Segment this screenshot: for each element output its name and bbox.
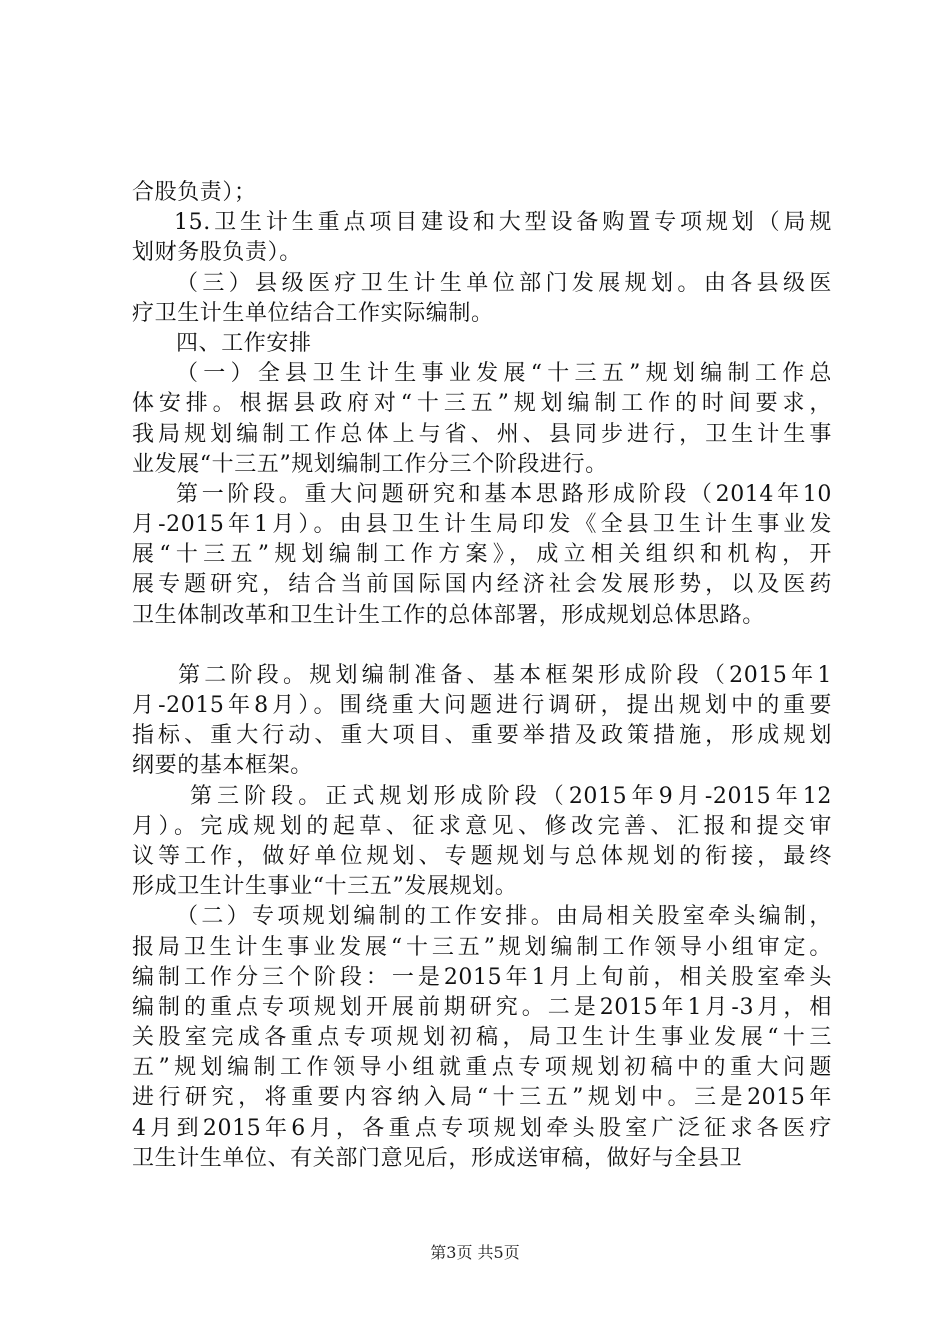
text-line: 第二阶段。规划编制准备、基本框架形成阶段（2015年1 [178, 662, 832, 688]
paragraph [132, 208, 832, 268]
text-line: 业发展“十三五”规划编制工作分三个阶段进行。 [132, 451, 608, 477]
text-line: 卫生计生单位、有关部门意见后，形成送审稿，做好与全县卫 [132, 1145, 743, 1171]
paragraph [132, 329, 832, 359]
text-line: 4月到2015年6月，各重点专项规划牵头股室广泛征求各医疗 [132, 1115, 832, 1141]
text-line: 五”规划编制工作领导小组就重点专项规划初稿中的重大问题 [132, 1055, 832, 1081]
paragraph [132, 269, 832, 329]
paragraph [132, 661, 832, 782]
text-line: 合股负责）； [132, 180, 257, 205]
paragraph [132, 902, 832, 1174]
paragraph [132, 178, 832, 208]
paragraph-gap [132, 631, 832, 661]
document-body [132, 178, 832, 1174]
paragraph [132, 480, 832, 631]
paragraph [132, 782, 832, 903]
text-line: 编制的重点专项规划开展前期研究。二是2015年1月-3月，相 [132, 994, 832, 1020]
text-line: 展专题研究，结合当前国际国内经济社会发展形势，以及医药 [132, 572, 832, 598]
paragraph [132, 359, 832, 480]
text-line: 我局规划编制工作总体上与省、州、县同步进行，卫生计生事 [132, 421, 832, 447]
text-line: 进行研究，将重要内容纳入局“十三五”规划中。三是2015年 [132, 1085, 832, 1111]
text-line: 第一阶段。重大问题研究和基本思路形成阶段（2014年10 [176, 481, 832, 507]
text-line: （二）专项规划编制的工作安排。由局相关股室牵头编制， [176, 904, 832, 930]
text-line: 关股室完成各重点专项规划初稿，局卫生计生事业发展“十三 [132, 1025, 832, 1051]
text-line: 月-2015年8月）。围绕重大问题进行调研，提出规划中的重要 [132, 693, 832, 718]
text-line: （三）县级医疗卫生计生单位部门发展规划。由各县级医 [176, 270, 832, 296]
text-line: 报局卫生计生事业发展“十三五”规划编制工作领导小组审定。 [132, 934, 832, 960]
text-line: 体安排。根据县政府对“十三五”规划编制工作的时间要求， [132, 391, 832, 417]
text-line: 展“十三五”规划编制工作方案》，成立相关组织和机构，开 [132, 542, 832, 568]
text-line: 四、工作安排 [176, 330, 312, 356]
text-line: 指标、重大行动、重大项目、重要举措及政策措施，形成规划 [132, 723, 832, 749]
text-line: 月）。完成规划的起草、征求意见、修改完善、汇报和提交审 [132, 813, 832, 839]
text-line: 月-2015年1月）。由县卫生计生局印发《全县卫生计生事业发 [132, 512, 832, 538]
text-line: 纲要的基本框架。 [132, 753, 313, 779]
text-line: 编制工作分三个阶段：一是2015年1月上旬前，相关股室牵头 [132, 964, 832, 990]
text-line: 议等工作，做好单位规划、专题规划与总体规划的衔接，最终 [132, 843, 832, 869]
page-footer: 第3页 共5页 [430, 1243, 520, 1262]
text-line: 疗卫生计生单位结合工作实际编制。 [132, 300, 494, 326]
text-line: 划财务股负责）。 [132, 240, 302, 266]
text-line: （一）全县卫生计生事业发展“十三五”规划编制工作总 [176, 361, 832, 387]
text-line: 第三阶段。正式规划形成阶段（2015年9月-2015年12 [190, 783, 832, 809]
text-line: 卫生体制改革和卫生计生工作的总体部署，形成规划总体思路。 [132, 602, 765, 628]
text-line: 形成卫生计生事业“十三五”发展规划。 [132, 874, 518, 900]
text-line: 15.卫生计生重点项目建设和大型设备购置专项规划（局规 [174, 210, 832, 236]
